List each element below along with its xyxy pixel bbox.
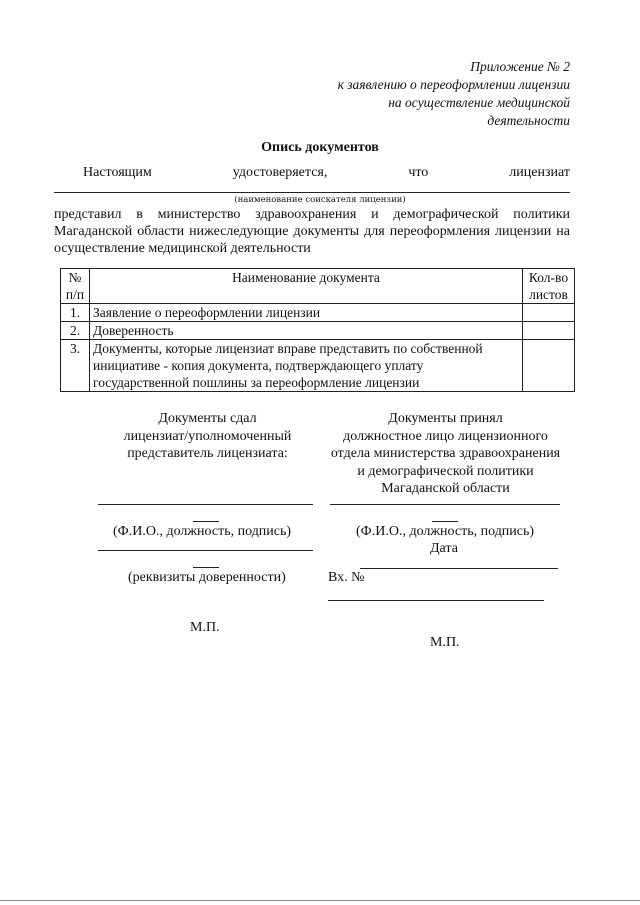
attorney-caption: (реквизиты доверенности) <box>128 570 286 585</box>
row-qty <box>523 322 575 340</box>
table-header-row <box>61 269 575 304</box>
receiver-line-4: и демографической политики <box>357 463 534 479</box>
appendix-title: Приложение № 2 <box>470 59 570 74</box>
certify-paragraph: представил в министерство здравоохранения и демографической политики Магаданской области нижеследующие документы для переоформления лицензии на осуществление медицинской деятельности <box>54 207 570 256</box>
receiver-stamp-place: М.П. <box>430 635 460 650</box>
certify-word-2: удостоверяется, <box>232 165 328 180</box>
licensee-name-hint: (наименование соискателя лицензии) <box>234 195 406 205</box>
receiver-line-1: Документы принял <box>388 411 503 426</box>
incoming-number-label: Вх. № <box>328 570 365 585</box>
submitter-line-3: представитель лицензиата: <box>127 446 288 461</box>
incoming-number-line <box>328 600 544 601</box>
certify-word-4: лицензиат <box>509 165 570 180</box>
appendix-line-3: на осуществление медицинской <box>388 95 570 110</box>
date-line <box>360 568 558 569</box>
receiver-block <box>318 410 573 498</box>
appendix-line-4: деятельности <box>487 113 570 128</box>
documents-table <box>60 268 575 392</box>
attorney-line <box>98 550 313 551</box>
receiver-signature-line <box>330 504 560 505</box>
header-num: № п/п <box>61 269 90 304</box>
document-title: Опись документов <box>261 140 379 155</box>
attorney-dash <box>193 567 219 568</box>
row-name: Доверенность <box>90 322 523 340</box>
row-qty <box>523 304 575 322</box>
appendix-line-2: к заявлению о переоформлении лицензии <box>337 77 570 92</box>
row-name: Заявление о переоформлении лицензии <box>90 304 523 322</box>
page-bottom-rule <box>0 900 640 901</box>
receiver-dash <box>432 521 458 522</box>
receiver-date-label: Дата <box>430 541 458 556</box>
table-row <box>61 322 575 340</box>
receiver-line-3: отдела министерства здравоохранения <box>330 446 561 461</box>
submitter-signature-line <box>98 504 313 505</box>
row-num: 3. <box>61 340 90 392</box>
receiver-line-5: Магаданской области <box>381 481 510 496</box>
certify-word-1: Настоящим <box>83 165 152 180</box>
submitter-line-2: лицензиат/уполномоченный <box>123 428 292 444</box>
licensee-name-line <box>54 192 570 193</box>
submitter-stamp-place: М.П. <box>190 620 220 635</box>
certify-word-3: что <box>408 165 429 180</box>
appendix-block <box>338 58 570 130</box>
row-num: 1. <box>61 304 90 322</box>
submitter-block <box>100 410 315 463</box>
row-num: 2. <box>61 322 90 340</box>
certify-line <box>83 165 570 181</box>
row-name: Документы, которые лицензиат вправе представить по собственной инициативе - копия документа, подтверждающего уплату государственной пошлины за переоформление лицензии <box>90 340 523 392</box>
submitter-signature-caption: (Ф.И.О., должность, подпись) <box>113 524 292 539</box>
row-qty <box>523 340 575 392</box>
table-row <box>61 304 575 322</box>
table-row <box>61 340 575 392</box>
receiver-signature-caption: (Ф.И.О., должность, подпись) <box>356 524 535 539</box>
receiver-line-2: должностное лицо лицензионного <box>343 428 548 444</box>
header-name: Наименование документа <box>90 269 523 304</box>
submitter-dash <box>193 521 219 522</box>
submitter-line-1: Документы сдал <box>158 411 257 426</box>
header-qty: Кол-во листов <box>523 269 575 304</box>
